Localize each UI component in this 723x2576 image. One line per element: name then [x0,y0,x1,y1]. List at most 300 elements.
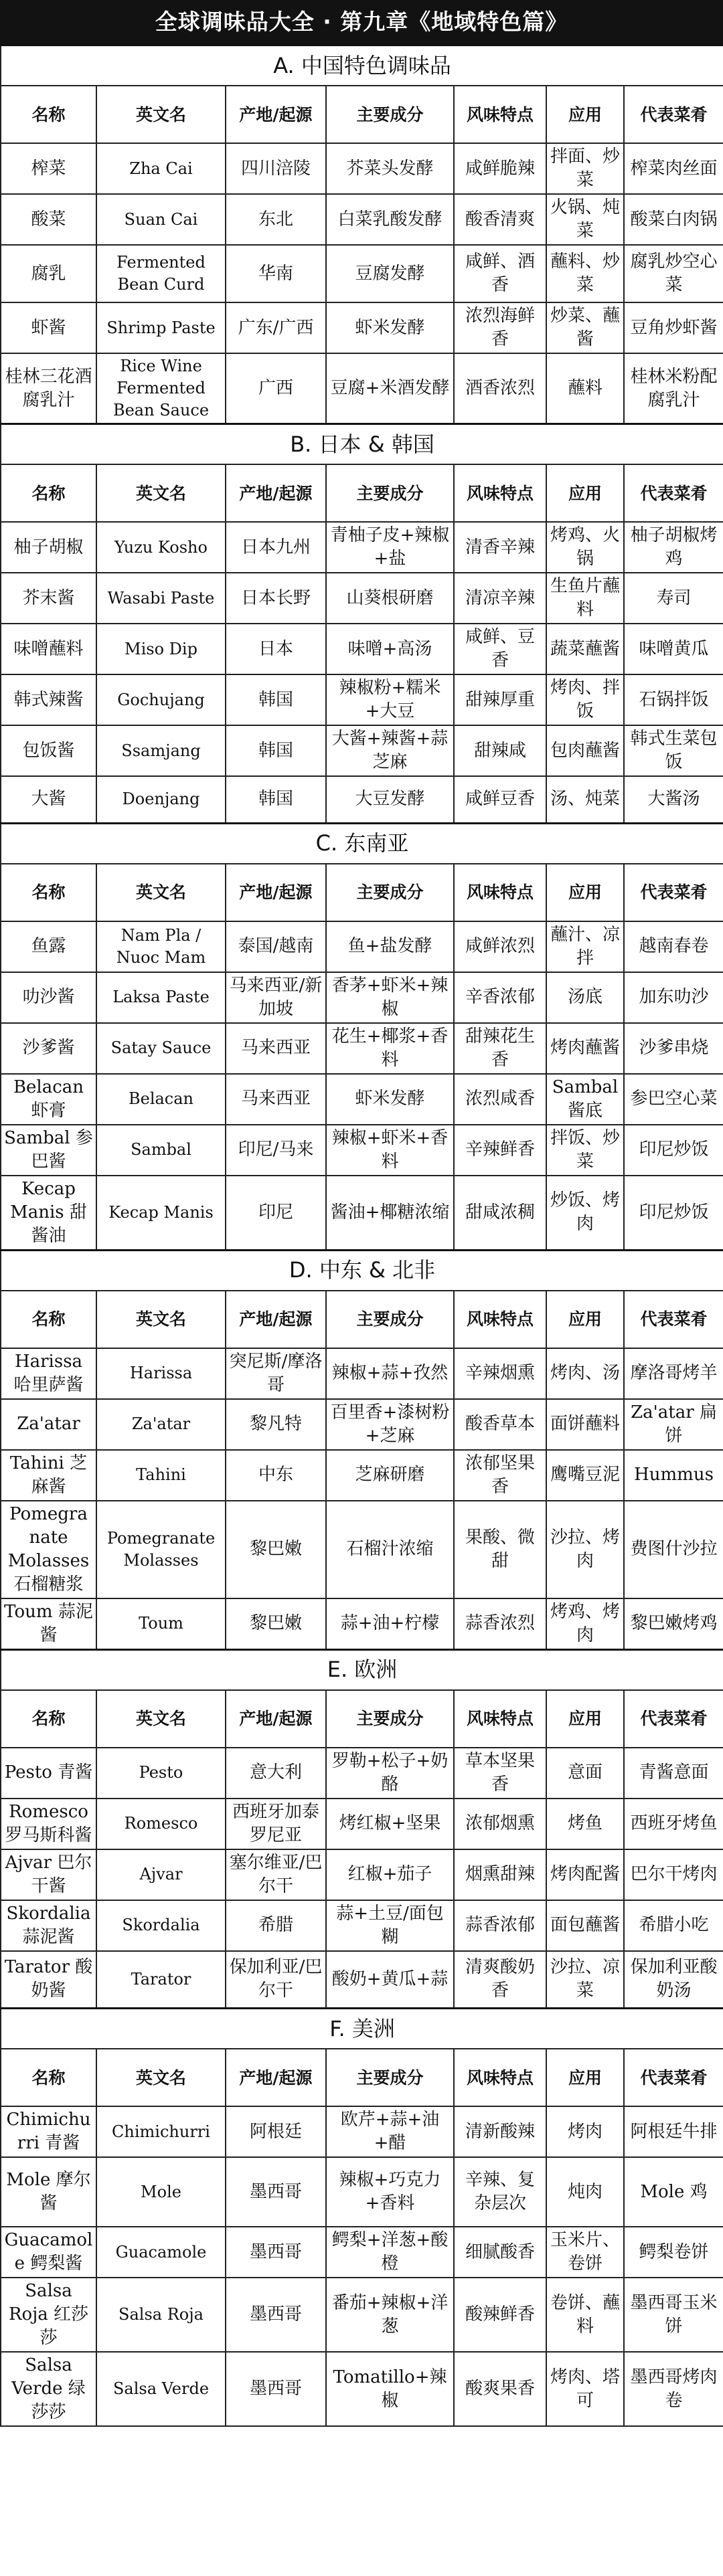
table-cell: 蒜香浓郁 [454,1900,546,1951]
table-cell: Chimichurri [96,2106,226,2157]
section-title: D. 中东 & 北非 [1,1250,723,1291]
table-cell: 番茄+辣椒+洋葱 [326,2278,454,2352]
table-cell: 中东 [226,1450,326,1501]
table-cell: 沙爹酱 [1,1023,96,1074]
table-cell: Skordalia 蒜泥酱 [1,1900,96,1951]
table-cell: 烤肉、拌饭 [546,674,624,725]
table-cell: 汤底 [546,972,624,1023]
table-cell: 柚子胡椒烤鸡 [624,522,723,573]
table-cell: 清香辛辣 [454,522,546,573]
table-row [1,1748,723,1799]
table-cell: Mole 摩尔酱 [1,2157,96,2227]
column-header: 名称 [1,464,96,522]
table-cell: 突尼斯/摩洛哥 [226,1348,326,1399]
table-cell: 浓烈海鲜香 [454,302,546,353]
table-cell: Mole [96,2157,226,2227]
table-cell: 浓郁烟熏 [454,1799,546,1849]
table-cell: Harissa 哈里萨酱 [1,1348,96,1399]
table-cell: Tarator 酸奶酱 [1,1951,96,2009]
table-cell: 黎凡特 [226,1399,326,1450]
section-title: F. 美洲 [1,2009,723,2049]
table-cell: 酸香清爽 [454,194,546,245]
table-cell: 印尼炒饭 [624,1125,723,1176]
table-cell: 蒜+土豆/面包糊 [326,1900,454,1951]
table-row [1,972,723,1023]
column-header: 主要成分 [326,864,454,921]
table-cell: 马来西亚/新加坡 [226,972,326,1023]
table-cell: 面饼蘸料 [546,1399,624,1450]
column-header: 产地/起源 [226,86,326,143]
column-header: 英文名 [96,1690,226,1748]
table-cell: 辣椒+虾米+香料 [326,1125,454,1176]
table-cell: Pomegranate Molasses 石榴糖浆 [1,1501,96,1598]
table-cell: 印尼 [226,1176,326,1251]
table-cell: 果酸、微甜 [454,1501,546,1598]
table-cell: 大酱+辣酱+蒜芝麻 [326,725,454,776]
table-cell: 蒜香浓烈 [454,1598,546,1650]
table-cell: 酱油+椰糖浓缩 [326,1176,454,1251]
table-cell: 希腊小吃 [624,1900,723,1951]
table-cell: 大酱 [1,776,96,823]
table-cell: 清爽酸奶香 [454,1951,546,2009]
table-cell: 咸鲜、酒香 [454,245,546,302]
table-cell: 清凉辛辣 [454,573,546,624]
header-row [1,2049,723,2106]
table-cell: Sambal 参巴酱 [1,1125,96,1176]
section-title: B. 日本 & 韩国 [1,424,723,465]
table-cell: 鳄梨+洋葱+酸橙 [326,2227,454,2278]
table-cell: 甜咸浓稠 [454,1176,546,1251]
table-cell: 浓烈咸香 [454,1074,546,1125]
table-cell: Satay Sauce [96,1023,226,1074]
table-cell: Doenjang [96,776,226,823]
table-cell: 玉米片、卷饼 [546,2227,624,2278]
table-cell: Za'atar [1,1399,96,1450]
table-cell: 摩洛哥烤羊 [624,1348,723,1399]
table-cell: 意大利 [226,1748,326,1799]
table-row [1,522,723,573]
table-cell: Toum 蒜泥酱 [1,1598,96,1650]
table-cell: 烟熏甜辣 [454,1849,546,1900]
table-cell: 虾米发酵 [326,1074,454,1125]
table-cell: 蔬菜蘸酱 [546,624,624,674]
table-cell: Miso Dip [96,624,226,674]
table-cell: 华南 [226,245,326,302]
table-row [1,1399,723,1450]
table-cell: 烤肉蘸酱 [546,1023,624,1074]
table-cell: 豆角炒虾酱 [624,302,723,353]
table-cell: 加东叻沙 [624,972,723,1023]
table-cell: 山葵根研磨 [326,573,454,624]
table-cell: 保加利亚酸奶汤 [624,1951,723,2009]
table-cell: 黎巴嫩烤鸡 [624,1598,723,1650]
column-header: 主要成分 [326,1291,454,1348]
table-cell: 芥末酱 [1,573,96,624]
column-header: 英文名 [96,2049,226,2106]
table-row [1,1598,723,1650]
table-cell: 腐乳 [1,245,96,302]
table-row [1,1900,723,1951]
table-cell: 费图什沙拉 [624,1501,723,1598]
table-cell: 广东/广西 [226,302,326,353]
table-cell: Salsa Verde [96,2352,226,2426]
table-row [1,1501,723,1598]
table-cell: 黎巴嫩 [226,1501,326,1598]
table-cell: 红椒+茄子 [326,1849,454,1900]
table-cell: 阿根廷 [226,2106,326,2157]
table-cell: 墨西哥 [226,2157,326,2227]
column-header: 名称 [1,2049,96,2106]
table-cell: 烤肉、汤 [546,1348,624,1399]
table-cell: 墨西哥 [226,2227,326,2278]
table-cell: 酸爽果香 [454,2352,546,2426]
table-cell: 虾米发酵 [326,302,454,353]
table-cell: 烤鸡、火锅 [546,522,624,573]
table-cell: Pesto [96,1748,226,1799]
table-cell: 马来西亚 [226,1074,326,1125]
section-title-row [1,2009,723,2049]
table-cell: 黎巴嫩 [226,1598,326,1650]
table-cell: 榨菜 [1,143,96,194]
table-cell: Zha Cai [96,143,226,194]
table-cell: Sambal 酱底 [546,1074,624,1125]
table-cell: Nam Pla / Nuoc Mam [96,921,226,972]
table-cell: Hummus [624,1450,723,1501]
table-cell: 大豆发酵 [326,776,454,823]
table-cell: 泰国/越南 [226,921,326,972]
table-cell: 辛辣烟熏 [454,1348,546,1399]
column-header: 代表菜肴 [624,86,723,143]
table-row [1,1799,723,1849]
table-cell: 豆腐发酵 [326,245,454,302]
table-row [1,1176,723,1251]
section-title: A. 中国特色调味品 [1,45,723,86]
table-cell: 腐乳炒空心菜 [624,245,723,302]
column-header: 名称 [1,864,96,921]
column-header: 风味特点 [454,2049,546,2106]
table-cell: 墨西哥玉米饼 [624,2278,723,2352]
table-cell: Ssamjang [96,725,226,776]
table-cell: 咸鲜豆香 [454,776,546,823]
table-cell: 柚子胡椒 [1,522,96,573]
column-header: 产地/起源 [226,1690,326,1748]
table-row [1,1074,723,1125]
table-cell: 豆腐+米酒发酵 [326,353,454,424]
table-cell: 烤鱼 [546,1799,624,1849]
table-cell: Tomatillo+辣椒 [326,2352,454,2426]
table-cell: 墨西哥烤肉卷 [624,2352,723,2426]
table-cell: 巴尔干烤肉 [624,1849,723,1900]
table-cell: 广西 [226,353,326,424]
table-cell: 酸菜 [1,194,96,245]
table-row [1,2278,723,2352]
table-cell: 酸香草本 [454,1399,546,1450]
table-row [1,194,723,245]
table-cell: 印尼/马来 [226,1125,326,1176]
table-cell: 辣椒+蒜+孜然 [326,1348,454,1399]
table-cell: 甜辣厚重 [454,674,546,725]
table-row [1,776,723,823]
table-cell: 保加利亚/巴尔干 [226,1951,326,2009]
table-cell: 鱼露 [1,921,96,972]
column-header: 应用 [546,864,624,921]
table-cell: 辣椒粉+糯米+大豆 [326,674,454,725]
table-cell: 阿根廷牛排 [624,2106,723,2157]
table-cell: 希腊 [226,1900,326,1951]
table-cell: 白菜乳酸发酵 [326,194,454,245]
table-row [1,353,723,424]
table-cell: 辣椒+巧克力+香料 [326,2157,454,2227]
table-cell: 韩国 [226,674,326,725]
table-cell: Romesco [96,1799,226,1849]
table-cell: Laksa Paste [96,972,226,1023]
table-cell: 浓郁坚果香 [454,1450,546,1501]
table-cell: Belacan 虾膏 [1,1074,96,1125]
table-row [1,1125,723,1176]
table-cell: Yuzu Kosho [96,522,226,573]
table-cell: Ajvar 巴尔干酱 [1,1849,96,1900]
table-row [1,1849,723,1900]
table-cell: 榨菜肉丝面 [624,143,723,194]
header-row [1,86,723,143]
table-cell: 鱼+盐发酵 [326,921,454,972]
table-cell: 马来西亚 [226,1023,326,1074]
table-cell: 韩式生菜包饭 [624,725,723,776]
table-cell: 沙拉、烤肉 [546,1501,624,1598]
column-header: 应用 [546,86,624,143]
table-cell: 汤、炖菜 [546,776,624,823]
table-cell: 百里香+漆树粉+芝麻 [326,1399,454,1450]
table-cell: 印尼炒饭 [624,1176,723,1251]
table-cell: Skordalia [96,1900,226,1951]
table-cell: 蒜+油+柠檬 [326,1598,454,1650]
table-cell: 桂林三花酒腐乳汁 [1,353,96,424]
column-header: 应用 [546,464,624,522]
table-cell: 酸菜白肉锅 [624,194,723,245]
table-row [1,921,723,972]
section-title: E. 欧洲 [1,1649,723,1690]
table-cell: 炖肉 [546,2157,624,2227]
section-title-row [1,45,723,86]
column-header: 代表菜肴 [624,1291,723,1348]
column-header: 产地/起源 [226,1291,326,1348]
table-cell: 青酱意面 [624,1748,723,1799]
column-header: 名称 [1,1291,96,1348]
column-header: 名称 [1,86,96,143]
table-cell: 西班牙烤鱼 [624,1799,723,1849]
table-cell: Ajvar [96,1849,226,1900]
table-cell: 拌面、炒菜 [546,143,624,194]
column-header: 英文名 [96,86,226,143]
table-cell: Romesco 罗马斯科酱 [1,1799,96,1849]
table-cell: Tahini 芝麻酱 [1,1450,96,1501]
table-cell: 鳄梨卷饼 [624,2227,723,2278]
table-cell: 辛辣鲜香 [454,1125,546,1176]
table-cell: 烤鸡、烤肉 [546,1598,624,1650]
table-cell: Mole 鸡 [624,2157,723,2227]
table-cell: Gochujang [96,674,226,725]
table-cell: Wasabi Paste [96,573,226,624]
table-cell: 青柚子皮+辣椒+盐 [326,522,454,573]
table-cell: 罗勒+松子+奶酪 [326,1748,454,1799]
table-cell: 韩式辣酱 [1,674,96,725]
header-row [1,1291,723,1348]
table-cell: 蘸料、炒菜 [546,245,624,302]
table-cell: 咸鲜、豆香 [454,624,546,674]
section-title-row [1,823,723,864]
section-title-row [1,1250,723,1291]
table-cell: Rice Wine Fermented Bean Sauce [96,353,226,424]
table-cell: Belacan [96,1074,226,1125]
table-body [1,45,723,2427]
column-header: 英文名 [96,864,226,921]
table-cell: 咸鲜脆辣 [454,143,546,194]
table-cell: 塞尔维亚/巴尔干 [226,1849,326,1900]
column-header: 风味特点 [454,1690,546,1748]
table-cell: 墨西哥 [226,2352,326,2426]
table-cell: 沙爹串烧 [624,1023,723,1074]
table-cell: 草本坚果香 [454,1748,546,1799]
table-cell: 烤肉 [546,2106,624,2157]
column-header: 代表菜肴 [624,2049,723,2106]
table-row [1,725,723,776]
table-cell: Harissa [96,1348,226,1399]
table-cell: 烤肉、塔可 [546,2352,624,2426]
table-cell: Pesto 青酱 [1,1748,96,1799]
table-cell: 寿司 [624,573,723,624]
table-cell: Salsa Roja [96,2278,226,2352]
table-row [1,624,723,674]
table-cell: 鹰嘴豆泥 [546,1450,624,1501]
table-cell: Za'atar [96,1399,226,1450]
table-row [1,1023,723,1074]
section-title-row [1,1649,723,1690]
table-cell: 大酱汤 [624,776,723,823]
table-cell: 味噌黄瓜 [624,624,723,674]
page-title: 全球调味品大全 · 第九章《地域特色篇》 [0,0,723,44]
table-cell: Shrimp Paste [96,302,226,353]
table-row [1,674,723,725]
table-cell: 桂林米粉配腐乳汁 [624,353,723,424]
column-header: 风味特点 [454,86,546,143]
table-cell: Guacamole 鳄梨酱 [1,2227,96,2278]
table-cell: 辛香浓郁 [454,972,546,1023]
table-cell: Salsa Verde 绿莎莎 [1,2352,96,2426]
table-row [1,1450,723,1501]
column-header: 英文名 [96,1291,226,1348]
column-header: 风味特点 [454,1291,546,1348]
table-cell: 酸奶+黄瓜+蒜 [326,1951,454,2009]
table-cell: 蘸料 [546,353,624,424]
table-cell: 石锅拌饭 [624,674,723,725]
table-cell: 意面 [546,1748,624,1799]
table-cell: 烤肉配酱 [546,1849,624,1900]
table-cell: 辛辣、复杂层次 [454,2157,546,2227]
table-cell: 虾酱 [1,302,96,353]
table-cell: 炒饭、烤肉 [546,1176,624,1251]
table-cell: 日本 [226,624,326,674]
column-header: 风味特点 [454,464,546,522]
table-cell: 参巴空心菜 [624,1074,723,1125]
table-cell: Za'atar 扁饼 [624,1399,723,1450]
table-cell: 沙拉、凉菜 [546,1951,624,2009]
table-cell: 西班牙加泰罗尼亚 [226,1799,326,1849]
table-cell: Tarator [96,1951,226,2009]
table-row [1,302,723,353]
table-cell: Guacamole [96,2227,226,2278]
table-cell: Tahini [96,1450,226,1501]
column-header: 应用 [546,1291,624,1348]
table-cell: 酸辣鲜香 [454,2278,546,2352]
table-cell: Pomegranate Molasses [96,1501,226,1598]
table-cell: 越南春卷 [624,921,723,972]
table-cell: 韩国 [226,725,326,776]
table-cell: 炒菜、蘸酱 [546,302,624,353]
table-row [1,1348,723,1399]
table-cell: Sambal [96,1125,226,1176]
table-cell: 东北 [226,194,326,245]
column-header: 主要成分 [326,464,454,522]
table-cell: 花生+椰浆+香料 [326,1023,454,1074]
table-cell: Kecap Manis 甜酱油 [1,1176,96,1251]
table-cell: 包肉蘸酱 [546,725,624,776]
section-title-row [1,424,723,465]
header-row [1,1690,723,1748]
column-header: 产地/起源 [226,2049,326,2106]
column-header: 应用 [546,1690,624,1748]
table-cell: 日本长野 [226,573,326,624]
table-cell: Chimichurri 青酱 [1,2106,96,2157]
table-cell: 烤红椒+坚果 [326,1799,454,1849]
column-header: 代表菜肴 [624,1690,723,1748]
table-cell: 韩国 [226,776,326,823]
column-header: 主要成分 [326,1690,454,1748]
table-cell: 拌饭、炒菜 [546,1125,624,1176]
table-cell: 四川涪陵 [226,143,326,194]
column-header: 名称 [1,1690,96,1748]
table-cell: 咸鲜浓烈 [454,921,546,972]
column-header: 代表菜肴 [624,464,723,522]
table-cell: 面包蘸酱 [546,1900,624,1951]
table-cell: 芝麻研磨 [326,1450,454,1501]
table-cell: 欧芹+蒜+油+醋 [326,2106,454,2157]
table-cell: Salsa Roja 红莎莎 [1,2278,96,2352]
section-title: C. 东南亚 [1,823,723,864]
header-row [1,864,723,921]
table-cell: 芥菜头发酵 [326,143,454,194]
table-row [1,2106,723,2157]
table-cell: 香茅+虾米+辣椒 [326,972,454,1023]
table-row [1,2157,723,2227]
table-cell: 叻沙酱 [1,972,96,1023]
column-header: 应用 [546,2049,624,2106]
header-row [1,464,723,522]
table-row [1,2352,723,2426]
table-cell: 墨西哥 [226,2278,326,2352]
table-row [1,245,723,302]
table-cell: 卷饼、蘸料 [546,2278,624,2352]
table-cell: Toum [96,1598,226,1650]
spice-table [0,44,723,2427]
table-cell: 味噌蘸料 [1,624,96,674]
table-cell: 细腻酸香 [454,2227,546,2278]
column-header: 主要成分 [326,86,454,143]
table-row [1,2227,723,2278]
table-cell: 火锅、炖菜 [546,194,624,245]
column-header: 英文名 [96,464,226,522]
table-cell: 日本九州 [226,522,326,573]
table-cell: Fermented Bean Curd [96,245,226,302]
